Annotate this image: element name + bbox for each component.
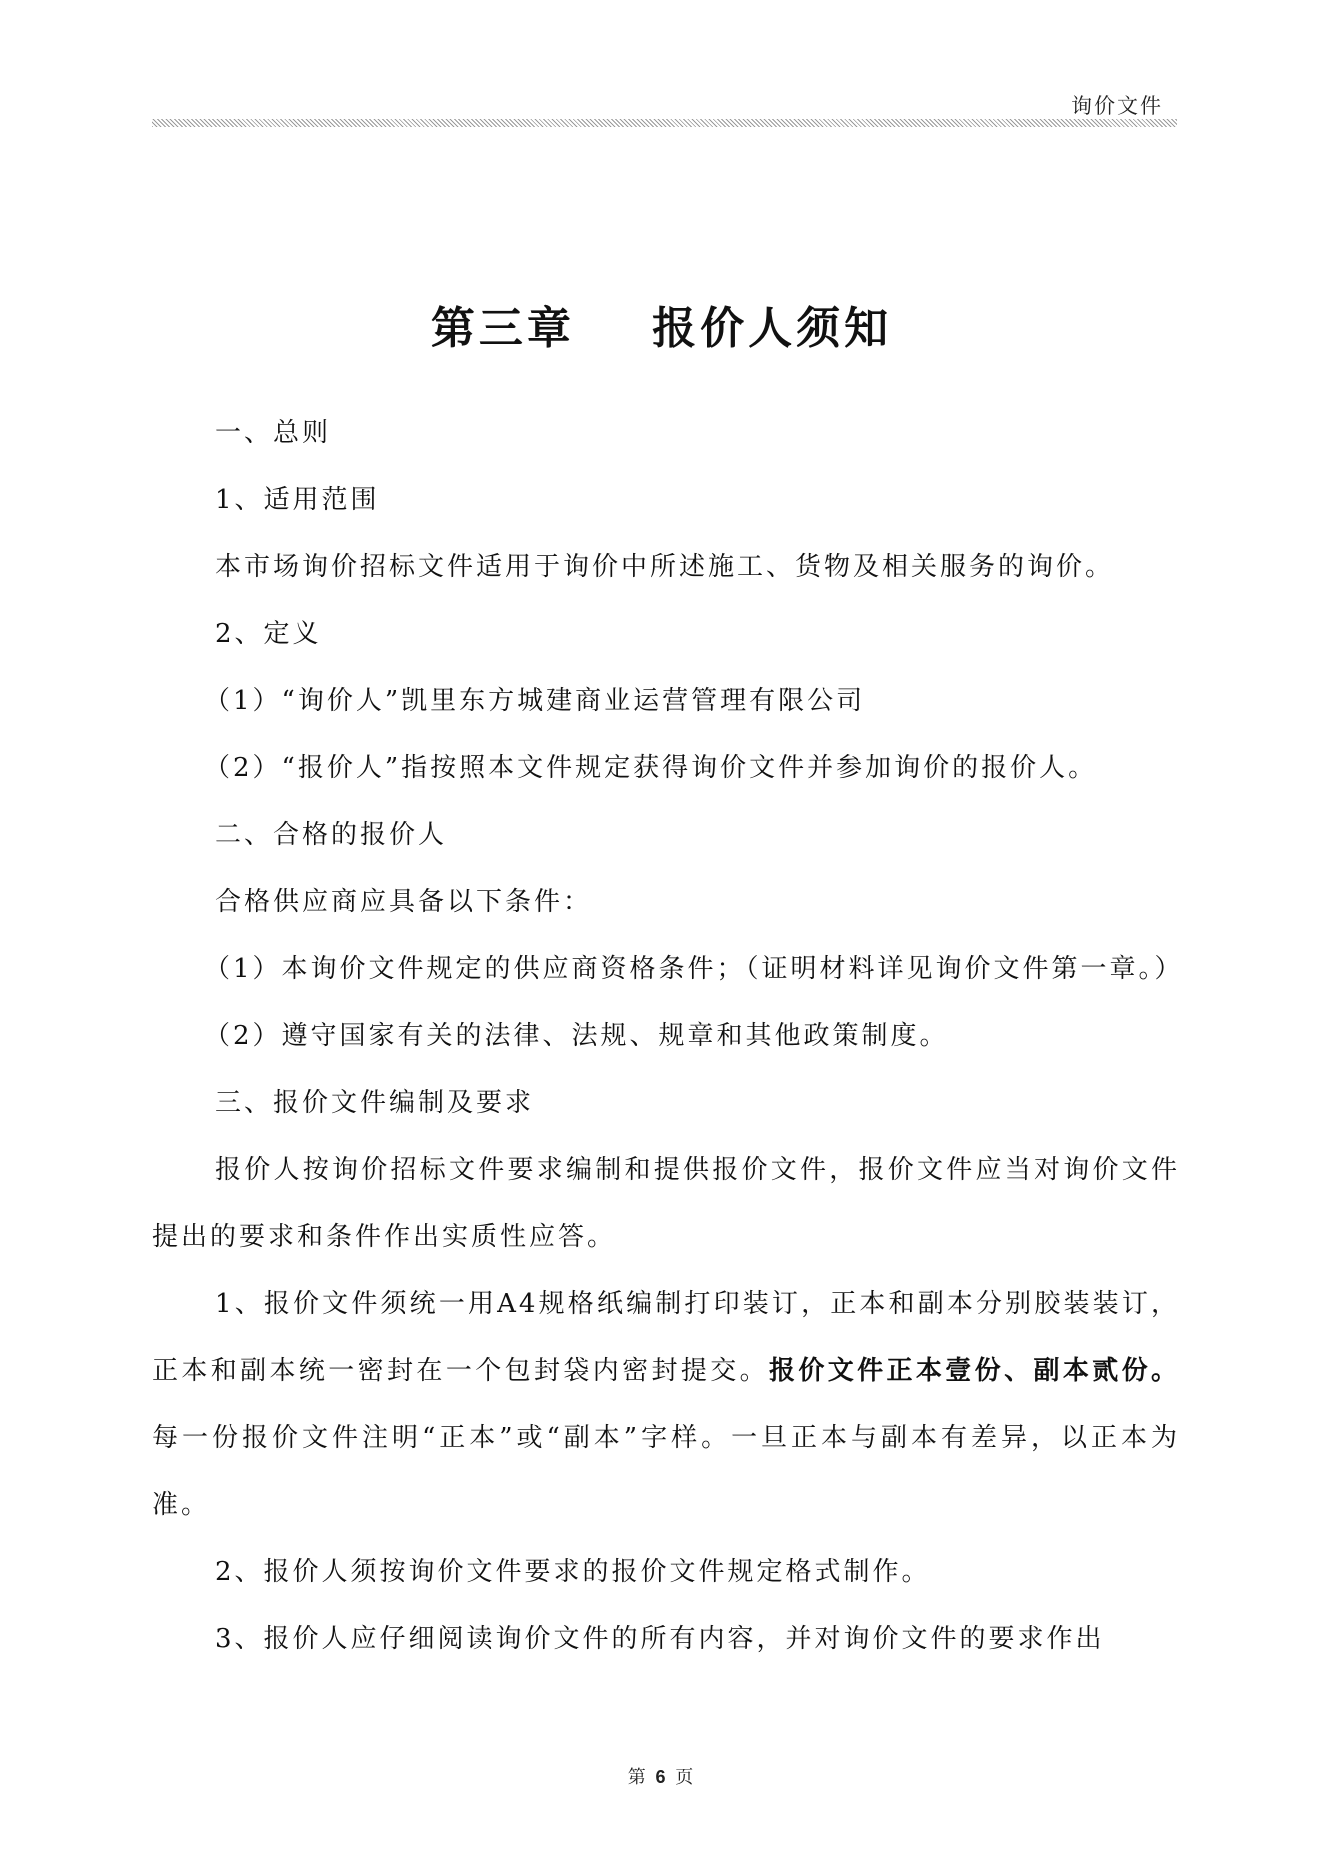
footer-suffix: 页 (675, 1767, 696, 1788)
document-header-label: 询价文件 (1071, 94, 1163, 118)
definition-inquirer: （1）“询价人”凯里东方城建商业运营管理有限公司 (204, 686, 866, 716)
section-heading-document-preparation: 三、报价文件编制及要求 (215, 1088, 535, 1118)
preparation-item-2: 2、报价人须按询价文件要求的报价文件规定格式制作。 (215, 1557, 931, 1587)
scope-text: 本市场询价招标文件适用于询价中所述施工、货物及相关服务的询价。 (215, 552, 1115, 582)
footer-prefix: 第 (627, 1767, 648, 1788)
subsection-definitions: 2、定义 (215, 619, 322, 649)
qualification-item-1: （1）本询价文件规定的供应商资格条件；（证明材料详见询价文件第一章。） (204, 954, 1184, 984)
preparation-intro: 报价人按询价招标文件要求编制和提供报价文件，报价文件应当对询价文件提出的要求和条件作出实质性应答。 (152, 1155, 1180, 1252)
preparation-item-3: 3、报价人应仔细阅读询价文件的所有内容，并对询价文件的要求作出 (215, 1624, 1105, 1654)
header-divider (152, 119, 1177, 127)
page-footer (0, 1763, 1323, 1789)
preparation-item-1-text: 1、报价文件须统一用A4规格纸编制打印装订，正本和副本分别胶装装订，正本和副本统一密封在一个包封袋内密封提交。 (152, 1289, 1180, 1386)
qualified-intro: 合格供应商应具备以下条件： (215, 887, 593, 917)
section-heading-qualified-bidder: 二、合格的报价人 (215, 820, 448, 850)
page-number: 6 (655, 1767, 668, 1787)
subsection-scope: 1、适用范围 (215, 485, 380, 515)
definition-bidder: （2）“报价人”指按照本文件规定获得询价文件并参加询价的报价人。 (204, 753, 1098, 783)
document-body (152, 400, 1184, 1673)
section-heading-general: 一、总则 (215, 418, 332, 448)
chapter-title: 第三章 报价人须知 (430, 303, 893, 354)
preparation-item-1-tail: 每一份报价文件注明“正本”或“副本”字样。一旦正本与副本有差异，以正本为准。 (152, 1423, 1180, 1520)
qualification-item-2: （2）遵守国家有关的法律、法规、规章和其他政策制度。 (204, 1021, 949, 1051)
preparation-item-1-bold: 报价文件正本壹份、副本贰份。 (769, 1356, 1180, 1386)
preparation-item-1 (152, 1271, 1180, 1539)
